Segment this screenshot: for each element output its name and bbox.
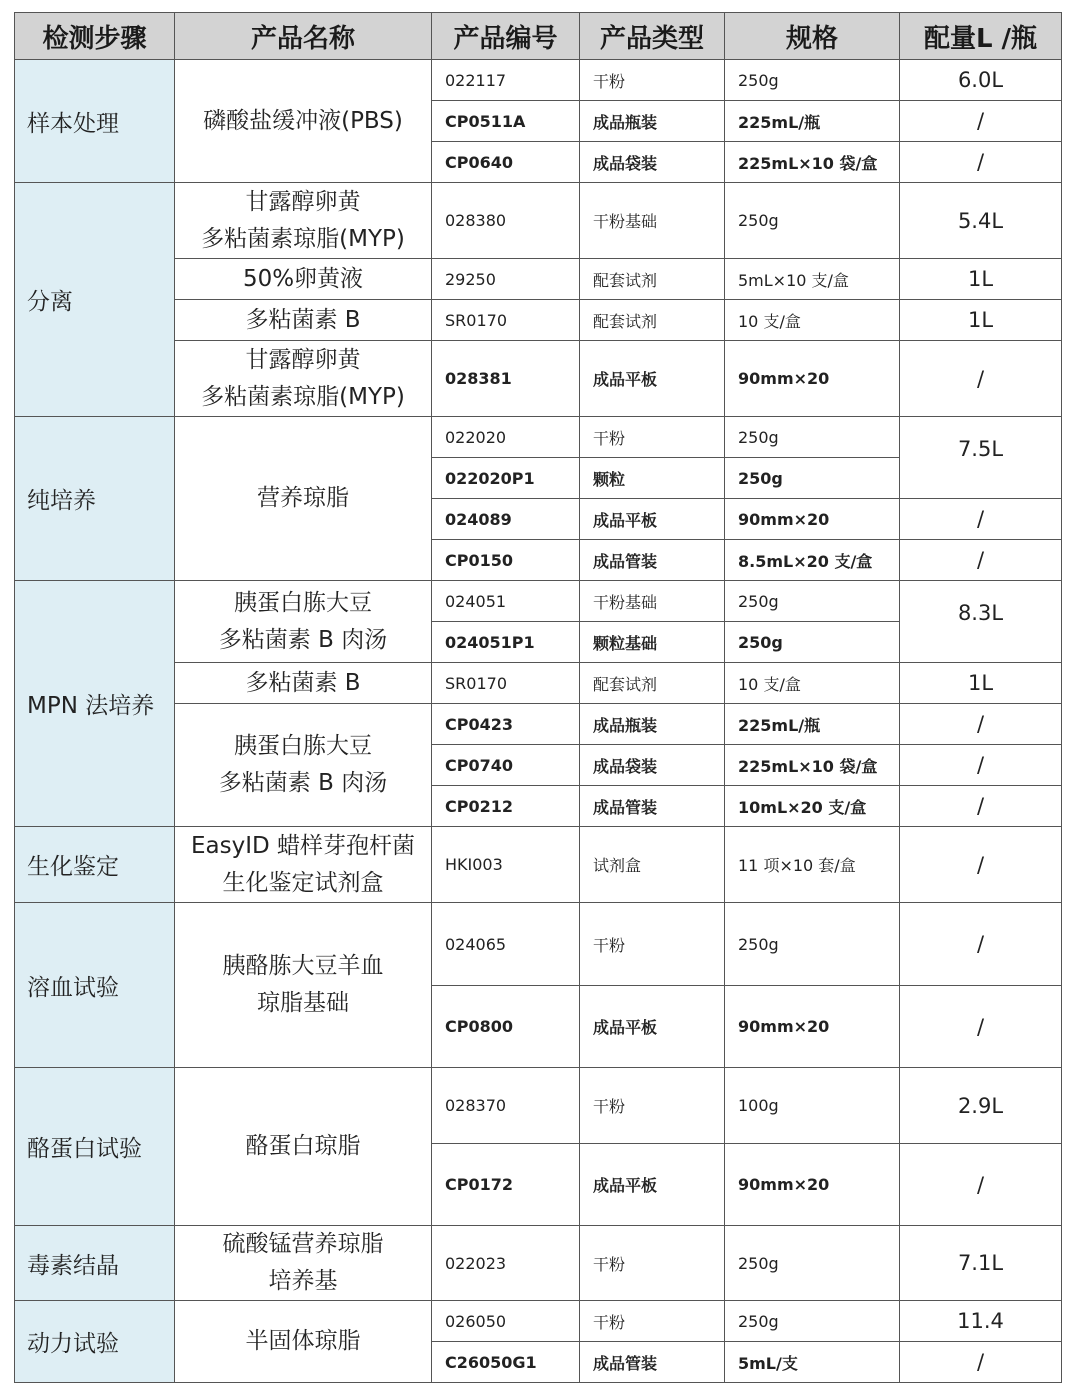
step-cell: 动力试验 <box>15 1301 175 1383</box>
product-name-line: EasyID 蜡样芽孢杆菌 <box>190 832 416 859</box>
table-row <box>15 581 1062 622</box>
amount-cell: 8.3L <box>900 581 1062 663</box>
spec-cell: 10 支/盒 <box>725 300 900 341</box>
product-code-cell: SR0170 <box>432 300 580 341</box>
product-code-cell: CP0511A <box>432 101 580 142</box>
table-row <box>15 183 1062 259</box>
product-type-cell: 配套试剂 <box>580 259 725 300</box>
spec-cell: 100g <box>725 1068 900 1144</box>
table-body <box>15 60 1062 1383</box>
table-row <box>15 60 1062 101</box>
spec-cell: 90mm×20 <box>725 341 900 417</box>
product-name-line: 多粘菌素 B 肉汤 <box>218 770 388 796</box>
product-code-cell: 024089 <box>432 499 580 540</box>
spec-cell: 225mL/瓶 <box>725 704 900 745</box>
product-name-line: 胰酪胨大豆羊血 <box>222 953 384 979</box>
amount-cell: 1L <box>900 259 1062 300</box>
table-row <box>15 1301 1062 1342</box>
product-code-cell: 028370 <box>432 1068 580 1144</box>
spec-cell: 250g <box>725 60 900 101</box>
product-code-cell: 022020P1 <box>432 458 580 499</box>
spec-cell: 90mm×20 <box>725 1144 900 1226</box>
product-name-cell <box>175 259 432 300</box>
product-code-cell: CP0212 <box>432 786 580 827</box>
product-type-cell: 成品平板 <box>580 986 725 1068</box>
amount-cell: 2.9L <box>900 1068 1062 1144</box>
product-code-cell: SR0170 <box>432 663 580 704</box>
header-step: 检测步骤 <box>15 13 175 60</box>
product-code-cell: CP0640 <box>432 142 580 183</box>
product-code-cell: CP0150 <box>432 540 580 581</box>
spec-cell: 225mL×10 袋/盒 <box>725 745 900 786</box>
product-code-cell: 028380 <box>432 183 580 259</box>
product-name-cell <box>175 183 432 259</box>
spec-cell: 225mL/瓶 <box>725 101 900 142</box>
amount-cell: / <box>900 903 1062 986</box>
product-name-cell <box>175 300 432 341</box>
step-cell: 酪蛋白试验 <box>15 1068 175 1226</box>
product-name-line: 胰蛋白胨大豆 <box>234 733 372 759</box>
product-type-cell: 干粉 <box>580 1068 725 1144</box>
product-code-cell: 022020 <box>432 417 580 458</box>
product-name-line: 琼脂基础 <box>257 990 349 1016</box>
product-code-cell: 024051 <box>432 581 580 622</box>
amount-cell: / <box>900 827 1062 903</box>
product-name-line: 多粘菌素 B <box>245 306 361 333</box>
step-cell: 分离 <box>15 183 175 417</box>
product-type-cell: 干粉 <box>580 417 725 458</box>
amount-cell: 11.4 <box>900 1301 1062 1342</box>
product-type-cell: 成品瓶装 <box>580 101 725 142</box>
spec-cell: 11 项×10 套/盒 <box>725 827 900 903</box>
amount-cell: / <box>900 1342 1062 1383</box>
product-type-cell: 干粉 <box>580 1301 725 1342</box>
product-type-cell: 试剂盒 <box>580 827 725 903</box>
product-name-line: 多粘菌素 B 肉汤 <box>218 626 388 653</box>
table-row <box>15 827 1062 903</box>
step-cell: 纯培养 <box>15 417 175 581</box>
product-name-cell <box>175 827 432 903</box>
header-spec: 规格 <box>725 13 900 60</box>
product-name-line: 营养琼脂 <box>257 485 349 511</box>
product-name-cell <box>175 417 432 581</box>
product-type-cell: 颗粒基础 <box>580 622 725 663</box>
spec-cell: 5mL/支 <box>725 1342 900 1383</box>
spec-cell: 5mL×10 支/盒 <box>725 259 900 300</box>
product-type-cell: 配套试剂 <box>580 663 725 704</box>
step-cell: 毒素结晶 <box>15 1226 175 1301</box>
product-code-cell: 022023 <box>432 1226 580 1301</box>
product-type-cell: 干粉基础 <box>580 581 725 622</box>
step-cell: MPN 法培养 <box>15 581 175 827</box>
product-code-cell: 024065 <box>432 903 580 986</box>
table-row <box>15 1068 1062 1144</box>
step-cell: 溶血试验 <box>15 903 175 1068</box>
product-name-line: 胰蛋白胨大豆 <box>234 589 372 616</box>
spec-cell: 90mm×20 <box>725 499 900 540</box>
spec-cell: 90mm×20 <box>725 986 900 1068</box>
amount-cell: 5.4L <box>900 183 1062 259</box>
product-code-cell: CP0740 <box>432 745 580 786</box>
product-code-cell: 026050 <box>432 1301 580 1342</box>
product-type-cell: 颗粒 <box>580 458 725 499</box>
product-name-line: 生化鉴定试剂盒 <box>222 869 384 896</box>
product-name-cell <box>175 581 432 663</box>
product-code-cell: C26050G1 <box>432 1342 580 1383</box>
product-type-cell: 成品袋装 <box>580 142 725 183</box>
product-type-cell: 成品平板 <box>580 499 725 540</box>
product-name-line: 多粘菌素琼脂(MYP) <box>201 225 405 252</box>
header-product-name: 产品名称 <box>175 13 432 60</box>
table-row <box>15 417 1062 458</box>
table-row <box>15 903 1062 986</box>
amount-cell: / <box>900 341 1062 417</box>
spec-cell: 250g <box>725 183 900 259</box>
amount-cell: 1L <box>900 663 1062 704</box>
spec-cell: 250g <box>725 1226 900 1301</box>
step-cell: 样本处理 <box>15 60 175 183</box>
product-name-cell <box>175 704 432 827</box>
amount-cell: / <box>900 1144 1062 1226</box>
product-name-line: 硫酸锰营养琼脂 <box>222 1231 384 1257</box>
amount-cell: 1L <box>900 300 1062 341</box>
step-cell: 生化鉴定 <box>15 827 175 903</box>
table-row <box>15 1226 1062 1301</box>
amount-cell: / <box>900 142 1062 183</box>
product-type-cell: 成品平板 <box>580 1144 725 1226</box>
product-type-cell: 干粉 <box>580 1226 725 1301</box>
product-code-cell: 29250 <box>432 259 580 300</box>
product-name-line: 多粘菌素琼脂(MYP) <box>201 383 405 410</box>
amount-cell: / <box>900 786 1062 827</box>
product-table <box>14 12 1062 1383</box>
product-name-line: 甘露醇卵黄 <box>245 188 361 215</box>
amount-cell: 7.1L <box>900 1226 1062 1301</box>
product-code-cell: 022117 <box>432 60 580 101</box>
product-name-cell <box>175 1068 432 1226</box>
amount-cell: / <box>900 986 1062 1068</box>
product-type-cell: 干粉 <box>580 903 725 986</box>
product-type-cell: 干粉基础 <box>580 183 725 259</box>
header-product-code: 产品编号 <box>432 13 580 60</box>
amount-cell: / <box>900 745 1062 786</box>
spec-cell: 10mL×20 支/盒 <box>725 786 900 827</box>
product-code-cell: 024051P1 <box>432 622 580 663</box>
header-amount: 配量L /瓶 <box>900 13 1062 60</box>
product-type-cell: 配套试剂 <box>580 300 725 341</box>
product-name-line: 磷酸盐缓冲液(PBS) <box>203 107 403 134</box>
product-name-cell <box>175 1301 432 1383</box>
product-name-cell <box>175 1226 432 1301</box>
product-type-cell: 成品管装 <box>580 786 725 827</box>
amount-cell: 6.0L <box>900 60 1062 101</box>
product-code-cell: CP0423 <box>432 704 580 745</box>
product-code-cell: HKI003 <box>432 827 580 903</box>
product-code-cell: CP0800 <box>432 986 580 1068</box>
spec-cell: 250g <box>725 458 900 499</box>
product-type-cell: 成品管装 <box>580 1342 725 1383</box>
amount-cell: / <box>900 499 1062 540</box>
product-code-cell: 028381 <box>432 341 580 417</box>
product-type-cell: 成品袋装 <box>580 745 725 786</box>
spec-cell: 250g <box>725 581 900 622</box>
spec-cell: 250g <box>725 1301 900 1342</box>
spec-cell: 250g <box>725 417 900 458</box>
spec-cell: 250g <box>725 622 900 663</box>
product-name-cell <box>175 60 432 183</box>
product-name-cell <box>175 903 432 1068</box>
header-product-type: 产品类型 <box>580 13 725 60</box>
product-name-line: 甘露醇卵黄 <box>245 346 361 373</box>
product-type-cell: 成品管装 <box>580 540 725 581</box>
product-type-cell: 成品瓶装 <box>580 704 725 745</box>
amount-cell: 7.5L <box>900 417 1062 499</box>
spec-cell: 225mL×10 袋/盒 <box>725 142 900 183</box>
product-type-cell: 成品平板 <box>580 341 725 417</box>
product-name-line: 酪蛋白琼脂 <box>245 1133 361 1159</box>
spec-cell: 250g <box>725 903 900 986</box>
product-name-cell <box>175 341 432 417</box>
amount-cell: / <box>900 101 1062 142</box>
amount-cell: / <box>900 540 1062 581</box>
product-name-line: 培养基 <box>268 1268 338 1294</box>
product-name-line: 多粘菌素 B <box>245 669 361 696</box>
table-header <box>15 13 1062 60</box>
spec-cell: 8.5mL×20 支/盒 <box>725 540 900 581</box>
product-name-line: 50%卵黄液 <box>242 265 364 292</box>
product-name-line: 半固体琼脂 <box>245 1328 361 1354</box>
amount-cell: / <box>900 704 1062 745</box>
spec-cell: 10 支/盒 <box>725 663 900 704</box>
product-name-cell <box>175 663 432 704</box>
product-type-cell: 干粉 <box>580 60 725 101</box>
product-code-cell: CP0172 <box>432 1144 580 1226</box>
